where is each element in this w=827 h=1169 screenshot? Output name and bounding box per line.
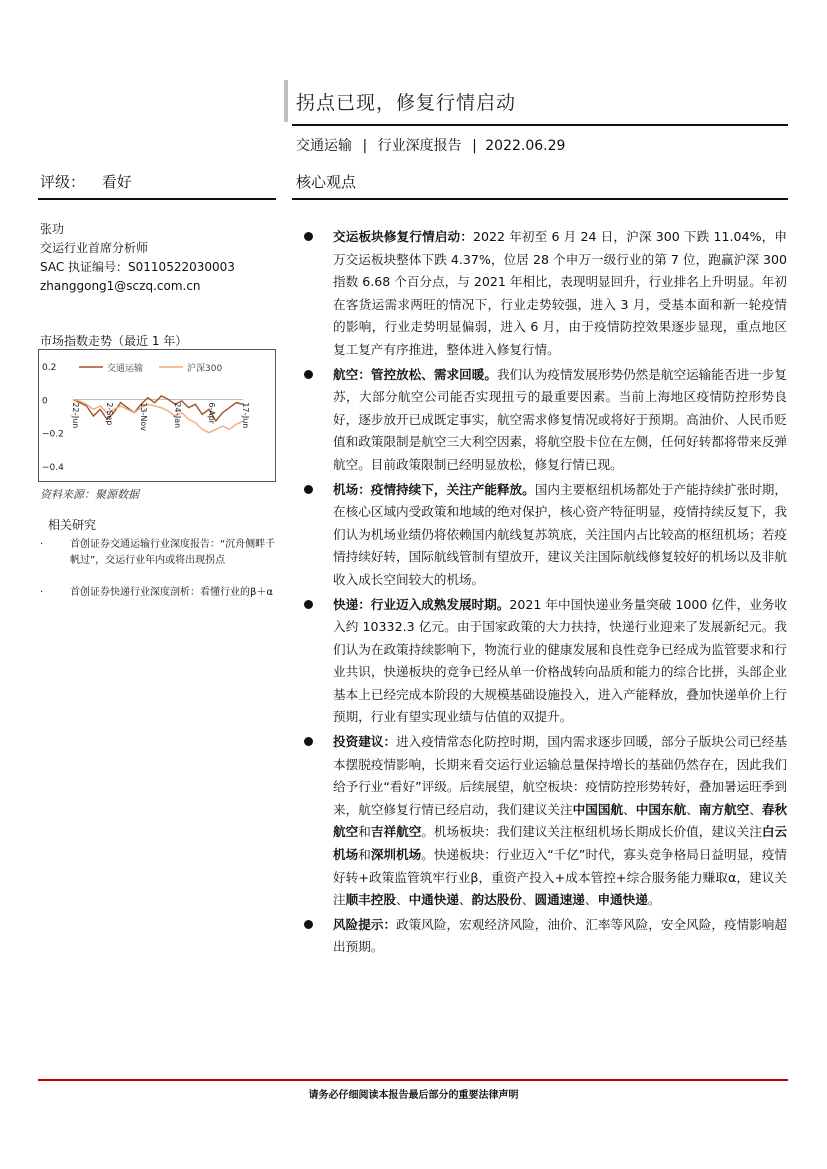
footer-rule [38,1079,788,1081]
bullet-bold-text: 白云机场 [333,824,788,863]
bullet-text: 。机场板块：我们建议关注枢纽机场长期成长价值，建议关注 [421,824,762,840]
analyst-email[interactable]: zhanggong1@sczq.com.cn [40,279,201,293]
series-line-transport [73,396,243,421]
core-view-item [304,226,787,362]
sector-label: 交通运输 [296,138,352,154]
bullet-icon [304,737,313,746]
y-tick-label: 0 [42,396,48,407]
x-tick-label: 17-Jun [241,402,250,429]
bullet-text: 。 [647,892,661,908]
legend-label: 交通运输 [107,364,144,374]
bullet-bold-text: 中通快递 [408,892,459,908]
bullet-bold-text: 风险提示： [333,916,397,932]
related-item-text: 首创证券快递行业深度剖析：看懂行业的β＋α [70,587,273,598]
rating-label: 评级： [40,173,86,191]
rating-value: 看好 [101,173,132,191]
bullet-dot: · [40,539,44,550]
bullet-text: 和 [358,847,371,863]
bullet-bold-text: 投资建议： [333,734,397,750]
bullet-bold-text: 圆通速递 [534,892,585,908]
bullet-text: 、 [623,801,636,817]
bullet-text: 2022 年初至 6 月 24 日，沪深 300 下跌 11.04%，申万交运板块整体下跌 4.37%，位居 28 个申万一级行业的第 7 位，跑赢沪深 300 指数 6.68 个百分点，与 2021 年相比，表现明显回升，行业排名上升明显。年初在客货运需求两旺的情况下，行业走势较强，进入 3 月，受基本面和新一轮疫情的影响，行业走势明显偏弱，进入 6 月，由于疫情防控效果逐步显现，重点地区复工复产有序推进，整体进入修复行情。 [333,229,788,357]
series-line-hs300 [73,399,243,432]
y-tick-label: 0.2 [42,363,57,373]
x-tick-label: 6-Apr [207,402,216,424]
x-tick-label: 2-Sep [105,402,114,426]
bullet-text: 。快递板块：行业迈入“千亿”时代，寡头竞争格局日益明显，疫情好转+政策监管筑牢行业β，重资产投入+成本管控+综合服务能力赚取α，建议关注 [333,847,788,908]
chart-title: 市场指数走势（最近 1 年） [40,334,188,348]
x-tick-label: 13-Nov [139,402,148,432]
bullet-icon [304,920,313,929]
meta-separator: | [362,138,368,154]
bullet-dot: · [40,587,44,598]
legal-disclaimer[interactable]: 请务必仔细阅读本报告最后部分的重要法律声明 [308,1090,519,1101]
report-date: 2022.06.29 [485,138,566,154]
bullet-text: 2021 年中国快递业务量突破 1000 亿件，业务收入约 10332.3 亿元。由于国家政策的大力扶持，快递行业迎来了发展新纪元。我们认为在政策持续影响下，物流行业的健康发展和良性竞争已经成为监管要求和行业共识，快递板块的竞争已经从单一价格战转向品质和能力的综合比拼，头部企业基本上已经完成本阶段的大规模基础设施投入，进入产能释放，叠加快递单价上行预期，行业有望实现业绩与估值的双提升。 [333,596,787,725]
bullet-bold-text: 申通快递 [597,892,648,908]
analyst-name: 张功 [40,222,65,236]
analyst-title: 交运行业首席分析师 [40,241,149,255]
bullet-text: 、 [395,892,409,908]
bullet-bold-text: 春秋航空 [333,801,788,840]
core-view-item [304,594,787,730]
meta-separator: | [472,138,477,154]
report-title: 拐点已现，修复行情启动 [296,92,517,114]
related-item[interactable] [40,585,276,619]
bullet-text: 和 [358,824,371,840]
core-view-item [304,731,787,912]
left-column-rule [38,198,276,200]
bullet-icon [304,485,313,494]
x-tick-label: 22-Jun [71,402,80,429]
bullet-text: 、 [521,892,535,908]
bullet-bold-text: 中国东航 [635,801,687,817]
title-rule [292,124,788,126]
bullet-icon [304,370,313,379]
related-research-heading: 相关研究 [48,518,97,532]
core-view-item [304,914,787,959]
bullet-bold-text: 韵达股份 [471,892,522,908]
title-accent-bar [284,80,288,122]
bullet-text: 、 [458,892,472,908]
right-column-rule [292,198,788,200]
report-type-label: 行业深度报告 [377,138,462,154]
chart-svg [39,350,275,481]
core-views-heading: 核心观点 [296,173,357,191]
bullet-text: 、 [749,801,762,817]
report-meta [296,135,565,155]
chart-source: 资料来源：聚源数据 [40,488,139,501]
related-item-text: 首创证券交通运输行业深度报告：“沉舟侧畔千帆过”，交运行业年内或将出现拐点 [70,539,276,566]
bullet-text: 国内主要枢纽机场都处于产能持续扩张时期，在核心区域内受政策和地域的绝对保护，核心资产特征明显，疫情持续反复下，我们认为机场业绩仍将依赖国内航线复苏筑底，关注国内占比较高的枢纽机场；若疫情持续好转，国际航线管制有望放开，建议关注国际航线修复较好的机场以及非航收入成长空间较大的机场。 [333,481,788,587]
analyst-sac-number: SAC 执证编号：S0110522030003 [40,260,235,274]
bullet-bold-text: 南方航空 [698,801,750,817]
related-item[interactable] [40,537,276,581]
bullet-text: 政策风险，宏观经济风险，油价、汇率等风险，安全风险，疫情影响超出预期。 [333,916,788,955]
rating [40,171,132,192]
bullet-bold-text: 交运板块修复行情启动： [333,229,474,244]
bullet-bold-text: 机场：疫情持续下，关注产能释放。 [333,481,535,497]
bullet-text: 、 [686,801,699,817]
y-tick-label: −0.2 [42,429,64,440]
core-view-item [304,364,787,477]
core-views-list [304,226,787,961]
bullet-bold-text: 吉祥航空 [370,824,422,840]
x-tick-label: 24-Jan [173,402,182,429]
bullet-text: 进入疫情常态化防控时期，国内需求逐步回暖，部分子版块公司已经基本摆脱疫情影响，长期来看交运行业运输总量保持增长的基础仍然存在，因此我们给予行业“看好”评级。后续展望，航空板块：疫情防控形势转好，叠加暑运旺季到来，航空修复行情已经启动，我们建议关注 [333,734,788,817]
bullet-bold-text: 航空：管控放松、需求回暖。 [333,366,497,382]
bullet-icon [304,600,313,609]
bullet-bold-text: 顺丰控股 [345,892,396,908]
bullet-text: 我们认为疫情发展形势仍然是航空运输能否进一步复苏，大部分航空公司能否实现扭亏的最重要因素。当前上海地区疫情防控形势良好，逐步放开已成既定事实，航空需求修复情况或将好于预期。高油价、人民币贬值和政策限制是航空三大利空因素，将航空股卡位在左侧，任何好转都将带来反弹航空。目前政策限制已经明显放松，修复行情已现。 [333,366,788,472]
bullet-icon [304,232,313,241]
bullet-bold-text: 快递：行业迈入成熟发展时期。 [333,596,510,612]
y-tick-label: −0.4 [42,463,64,473]
bullet-bold-text: 深圳机场 [370,847,422,863]
bullet-bold-text: 中国国航 [572,801,624,817]
index-trend-chart [38,349,276,482]
core-view-item [304,479,787,592]
bullet-text: 、 [584,892,598,908]
legend-label: 沪深300 [187,364,223,374]
